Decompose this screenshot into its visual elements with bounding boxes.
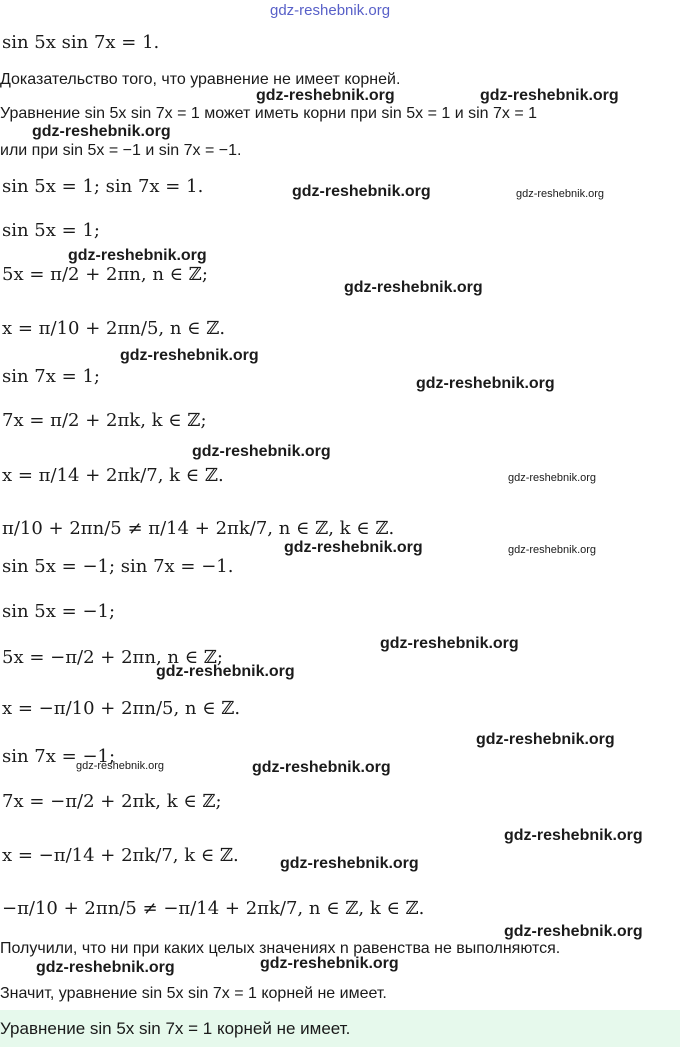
case-a-step-2: 5x = π/2 + 2πn, n ∈ ℤ; <box>2 264 208 285</box>
case-a-step-4: sin 7x = 1; <box>2 366 100 387</box>
watermark: gdz-reshebnik.org <box>416 375 555 392</box>
problem-equation: sin 5x sin 7x = 1. <box>2 32 160 53</box>
case-b-step-4: sin 7x = −1; <box>2 746 116 767</box>
case-b-header: sin 5x = −1; sin 7x = −1. <box>2 556 234 577</box>
watermark: gdz-reshebnik.org <box>76 760 165 772</box>
watermark: gdz-reshebnik.org <box>476 731 615 748</box>
watermark: gdz-reshebnik.org <box>120 347 259 364</box>
case-b-step-3: x = −π/10 + 2πn/5, n ∈ ℤ. <box>2 698 241 719</box>
watermark: gdz-reshebnik.org <box>504 827 643 844</box>
case-a-step-3: x = π/10 + 2πn/5, n ∈ ℤ. <box>2 318 226 339</box>
watermark: gdz-reshebnik.org <box>32 123 171 140</box>
conclusion-line-2: Значит, уравнение sin 5x sin 7x = 1 корней не имеет. <box>0 985 387 1002</box>
case-a-step-5: 7x = π/2 + 2πk, k ∈ ℤ; <box>2 410 207 431</box>
watermark: gdz-reshebnik.org <box>260 955 399 972</box>
watermark: gdz-reshebnik.org <box>344 279 483 296</box>
watermark: gdz-reshebnik.org <box>256 87 395 104</box>
watermark: gdz-reshebnik.org <box>36 959 175 976</box>
reasoning-line-2: или при sin 5x = −1 и sin 7x = −1. <box>0 142 242 159</box>
reasoning-line-1: Уравнение sin 5x sin 7x = 1 может иметь корни при sin 5x = 1 и sin 7x = 1 <box>0 105 538 122</box>
watermark: gdz-reshebnik.org <box>192 443 331 460</box>
intro-text: Доказательство того, что уравнение не имеет корней. <box>0 71 401 88</box>
watermark: gdz-reshebnik.org <box>504 923 643 940</box>
case-b-step-1: sin 5x = −1; <box>2 601 116 622</box>
case-b-step-2: 5x = −π/2 + 2πn, n ∈ ℤ; <box>2 647 223 668</box>
watermark: gdz-reshebnik.org <box>280 855 419 872</box>
case-a-step-1: sin 5x = 1; <box>2 220 100 241</box>
watermark: gdz-reshebnik.org <box>292 183 431 200</box>
case-a-step-6: x = π/14 + 2πk/7, k ∈ ℤ. <box>2 465 224 486</box>
watermark: gdz-reshebnik.org <box>508 544 597 556</box>
case-b-step-6: x = −π/14 + 2πk/7, k ∈ ℤ. <box>2 845 239 866</box>
case-b-step-7: −π/10 + 2πn/5 ≠ −π/14 + 2πk/7, n ∈ ℤ, k ∈ ℤ. <box>2 898 425 919</box>
watermark: gdz-reshebnik.org <box>284 539 423 556</box>
watermark: gdz-reshebnik.org <box>516 188 605 200</box>
watermark: gdz-reshebnik.org <box>480 87 619 104</box>
watermark: gdz-reshebnik.org <box>508 472 597 484</box>
case-a-step-7: π/10 + 2πn/5 ≠ π/14 + 2πk/7, n ∈ ℤ, k ∈ ℤ. <box>2 518 395 539</box>
watermark-top: gdz-reshebnik.org <box>270 2 391 19</box>
conclusion-line-1: Получили, что ни при каких целых значениях n равенства не выполняются. <box>0 940 561 957</box>
case-b-step-5: 7x = −π/2 + 2πk, k ∈ ℤ; <box>2 791 222 812</box>
watermark: gdz-reshebnik.org <box>380 635 519 652</box>
case-a-header: sin 5x = 1; sin 7x = 1. <box>2 176 204 197</box>
watermark: gdz-reshebnik.org <box>252 759 391 776</box>
answer-text: Уравнение sin 5x sin 7x = 1 корней не имеет. <box>0 1019 351 1038</box>
answer-box <box>0 1010 680 1047</box>
watermark: gdz-reshebnik.org <box>156 663 295 680</box>
watermark: gdz-reshebnik.org <box>68 247 207 264</box>
